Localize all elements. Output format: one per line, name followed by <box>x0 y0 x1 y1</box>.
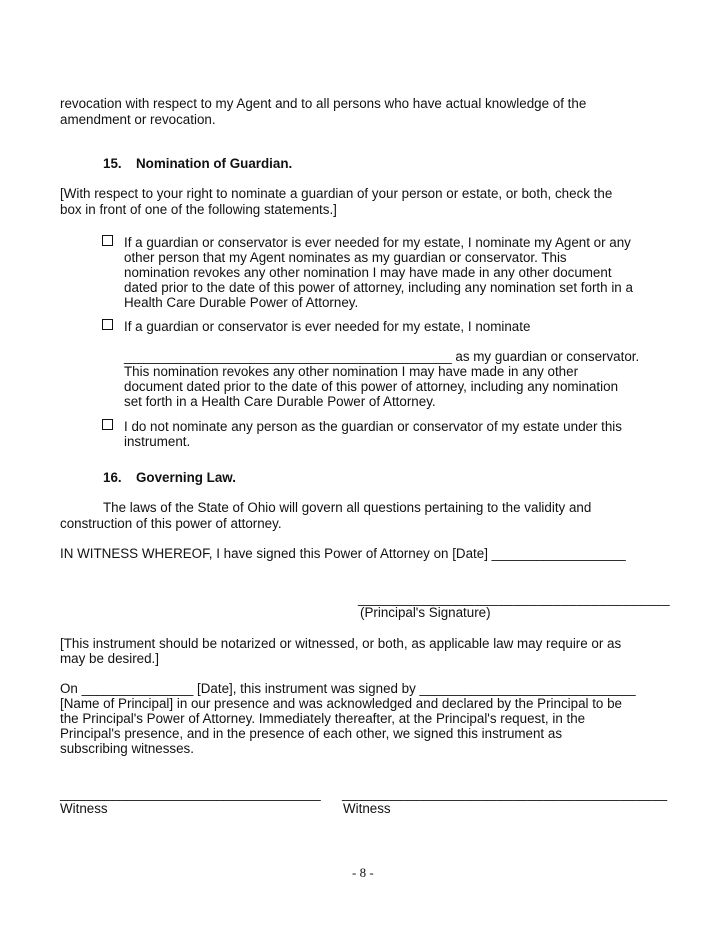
intro-line-1: revocation with respect to my Agent and to all persons who have actual knowledge of the <box>60 96 587 111</box>
option-2-line: set forth in a Health Care Durable Power of Attorney. <box>124 394 436 409</box>
option-1-line: If a guardian or conservator is ever needed for my estate, I nominate my Agent or any <box>124 235 631 250</box>
witness-2-label: Witness <box>343 801 391 816</box>
guardian-option-2-checkbox[interactable] <box>102 319 113 330</box>
section-16-title: Governing Law. <box>136 470 236 485</box>
section-15-number: 15. <box>103 156 122 171</box>
option-1-line: other person that my Agent nominates as my guardian or conservator. This <box>124 250 567 265</box>
attestation-line-1: On _______________ [Date], this instrument was signed by _____________________________ <box>60 681 636 696</box>
section-15-instruction-line-1: [With respect to your right to nominate a guardian of your person or estate, or both, check the <box>60 186 613 201</box>
witness-1-signature-line[interactable]: ___________________________________ <box>60 786 321 801</box>
section-15-instruction-line-2: box in front of one of the following statements.] <box>60 202 337 217</box>
notary-note-line-1: [This instrument should be notarized or witnessed, or both, as applicable law may require or as <box>60 636 622 651</box>
guardian-option-1-checkbox[interactable] <box>102 235 113 246</box>
page-number: - 8 - <box>352 865 374 880</box>
attestation-line-5: subscribing witnesses. <box>60 741 194 756</box>
principal-signature-label: (Principal's Signature) <box>360 605 491 620</box>
principal-signature-line[interactable]: ________________________________________ <box>358 591 670 606</box>
witness-2-signature-line[interactable]: __________________________________________ <box>342 786 668 801</box>
option-2-line: If a guardian or conservator is ever needed for my estate, I nominate <box>124 319 531 334</box>
guardian-option-3-checkbox[interactable] <box>102 419 113 430</box>
option-1-line: Health Care Durable Power of Attorney. <box>124 295 359 310</box>
option-1-line: dated prior to the date of this power of attorney, including any nomination set forth in a <box>124 280 633 295</box>
witness-1-label: Witness <box>60 801 108 816</box>
witness-whereof-statement: IN WITNESS WHEREOF, I have signed this Power of Attorney on [Date] __________________ <box>60 546 626 561</box>
section-16-number: 16. <box>103 470 122 485</box>
option-3-line: instrument. <box>124 434 191 449</box>
option-2-line: This nomination revokes any other nomination I may have made in any other <box>124 364 579 379</box>
option-3-line: I do not nominate any person as the guardian or conservator of my estate under this <box>124 419 622 434</box>
guardian-name-blank-line[interactable]: ____________________________________________ as my guardian or conservator. <box>124 349 640 364</box>
option-1-line: nomination revokes any other nomination I may have made in any other document <box>124 265 612 280</box>
attestation-line-2: [Name of Principal] in our presence and was acknowledged and declared by the Principal to be <box>60 696 622 711</box>
attestation-line-3: the Principal's Power of Attorney. Immediately thereafter, at the Principal's request, in the <box>60 711 586 726</box>
option-2-line: document dated prior to the date of this power of attorney, including any nomination <box>124 379 619 394</box>
intro-line-2: amendment or revocation. <box>60 112 216 127</box>
governing-law-line-2: construction of this power of attorney. <box>60 516 282 531</box>
notary-note-line-2: may be desired.] <box>60 651 159 666</box>
governing-law-line-1: The laws of the State of Ohio will govern all questions pertaining to the validity and <box>103 500 592 515</box>
attestation-line-4: Principal's presence, and in the presence of each other, we signed this instrument as <box>60 726 563 741</box>
section-15-title: Nomination of Guardian. <box>136 156 293 171</box>
